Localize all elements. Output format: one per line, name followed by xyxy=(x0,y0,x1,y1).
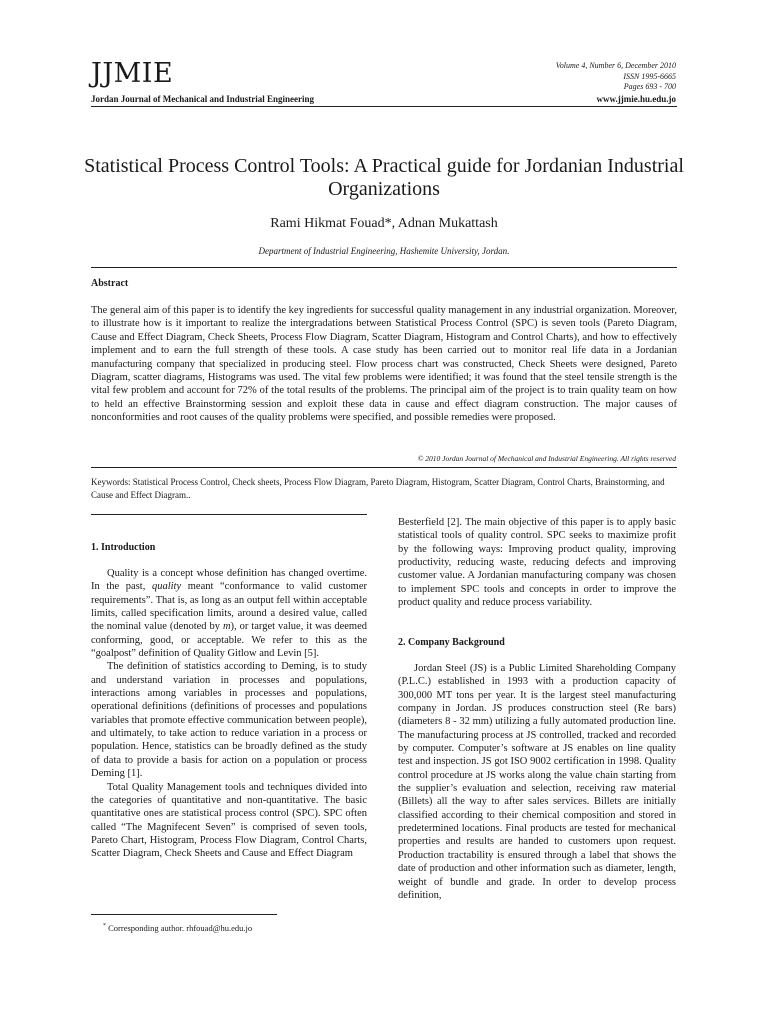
header-rule xyxy=(91,106,677,107)
abstract-bottom-rule xyxy=(91,467,677,468)
paper-title: Statistical Process Control Tools: A Practical guide for Jordanian Industrial Organizations xyxy=(84,155,684,200)
affiliation: Department of Industrial Engineering, Hashemite University, Jordan. xyxy=(258,246,510,256)
intro-paragraph-1: Quality is a concept whose definition has changed overtime. In the past, quality meant “conformance to valid customer requirements”. That is, as long as an output fell within acceptable limits, called specification limits, around a desired value, called the nominal value (denoted by m), or target value, it was deemed conforming, good, or acceptable. We refer to this as the “goalpost” definition of Quality Gitlow and Levin [5]. xyxy=(91,568,367,660)
issue-info xyxy=(556,61,676,93)
keywords: Keywords: Statistical Process Control, Check sheets, Process Flow Diagram, Pareto Diagram, Histogram, Scatter Diagram, Control Charts, Brainstorming, and Cause and Effect Diagram.. xyxy=(91,477,665,500)
journal-name: Jordan Journal of Mechanical and Industrial Engineering xyxy=(91,94,315,104)
column-start-rule xyxy=(91,514,367,515)
intro-paragraph-2: The definition of statistics according to Deming, is to study and understand variation in processes and populations, interactions among variables in processes and populations, operational definitions (definitions of processes and populations variables that promote effective communication between people), and ultimately, to take action to reduce variation in a process or population. Hence, statistics can be broadly defined as the study of data to provide a basis for action on a population or process Deming [1]. xyxy=(91,661,367,780)
right-column-bottom xyxy=(398,662,676,902)
intro-continuation: Besterfield [2]. The main objective of this paper is to apply basic statistical tools of quality control. SPC seeks to maximize profit by the following ways: Improving product quality, improving productivity, reducing waste, reducing defects and improving customer value. A Jordanian manufacturing company was chosen to implement SPC tools and concepts in order to improve the product quality and reduce process variability. xyxy=(398,517,676,609)
abstract-heading: Abstract xyxy=(91,278,129,289)
paper-authors: Rami Hikmat Fouad*, Adnan Mukattash xyxy=(270,216,498,231)
pages-line: Pages 693 - 700 xyxy=(623,82,676,91)
company-paragraph: Jordan Steel (JS) is a Public Limited Shareholding Company (P.L.C.) established in 1993 with a production capacity of 300,000 MT tons per year. It is the largest steel manufacturing company in Jordan. JS produces construction steel (Re bars) (diameters 8 - 32 mm) utilizing a fully automated production line. The manufacturing process at JS controlled, tracked and recorded by computer. Computer’s software at JS enables on line quality test and inspection. JS got ISO 9002 certification in 1998. Quality control procedure at JS works along the value chain starting from the supplier’s evaluation and selection, receiving raw material (Billets) all the way to after sales services. Billets are initially classified according to their chemical composition and stored in predetermined locations. Final products are tested for mechanical properties and results are handed to customers upon request. Production tractability is ensured through a label that shows the date of production and other information such as diameter, length, weight of bundle and grade. In order to develop process definition, xyxy=(398,663,676,901)
intro-paragraph-3: Total Quality Management tools and techniques divided into the categories of quantitative and non-quantitative. The basic quantitative ones are statistical process control (SPC). SPC often called “The Magnifecent Seven” is comprised of seven tools, Pareto Chart, Histogram, Process Flow Diagram, Control Charts, Scatter Diagram, Check Sheets and Cause and Effect Diagram xyxy=(91,781,367,860)
abstract-body: The general aim of this paper is to identify the key ingredients for successful quality management in any industrial organization. Moreover, to illustrate how is it important to realize the intergradations between Statistical Process Control (SPC) is seven tools (Pareto Diagram, Cause and Effect Diagram, Check Sheets, Process Flow Diagram, Scatter Diagram, Histogram and Control Charts), and how to effectively implement and to earn the full strength of these tools. A case study has been carried out to monitor real life data in a Jordanian manufacturing company that specialized in producing steel. Flow process chart was constructed, Check Sheets were designed, Pareto Diagram, scatter diagrams, Histograms was used. The vital few problems were identified; it was found that the steel tensile strength is the vital few problem and account for 72% of the total results of the problems. The principal aim of the project is to train quality team on how to held an effective Brainstorming session and exploit these data in cause and effect diagram construction. The major causes of nonconformities and root causes of the quality problems were specified, and possible remedies were proposed. xyxy=(91,305,677,424)
section-heading-company-background: 2. Company Background xyxy=(398,637,505,648)
issn-line: ISSN 1995-6665 xyxy=(623,71,676,81)
section-heading-introduction: 1. Introduction xyxy=(91,542,156,553)
footnote-rule xyxy=(91,914,277,915)
left-column xyxy=(91,567,367,861)
abstract-top-rule xyxy=(91,267,677,268)
journal-url: www.jjmie.hu.edu.jo xyxy=(596,94,676,104)
volume-line: Volume 4, Number 6, December 2010 xyxy=(555,61,676,70)
right-column-top xyxy=(398,516,676,609)
copyright-notice: © 2010 Jordan Journal of Mechanical and Industrial Engineering. All rights reserved xyxy=(417,454,676,463)
footnote: * Corresponding author. rhfouad@hu.edu.jo xyxy=(103,923,253,933)
journal-logo: JJMIE xyxy=(91,58,174,89)
